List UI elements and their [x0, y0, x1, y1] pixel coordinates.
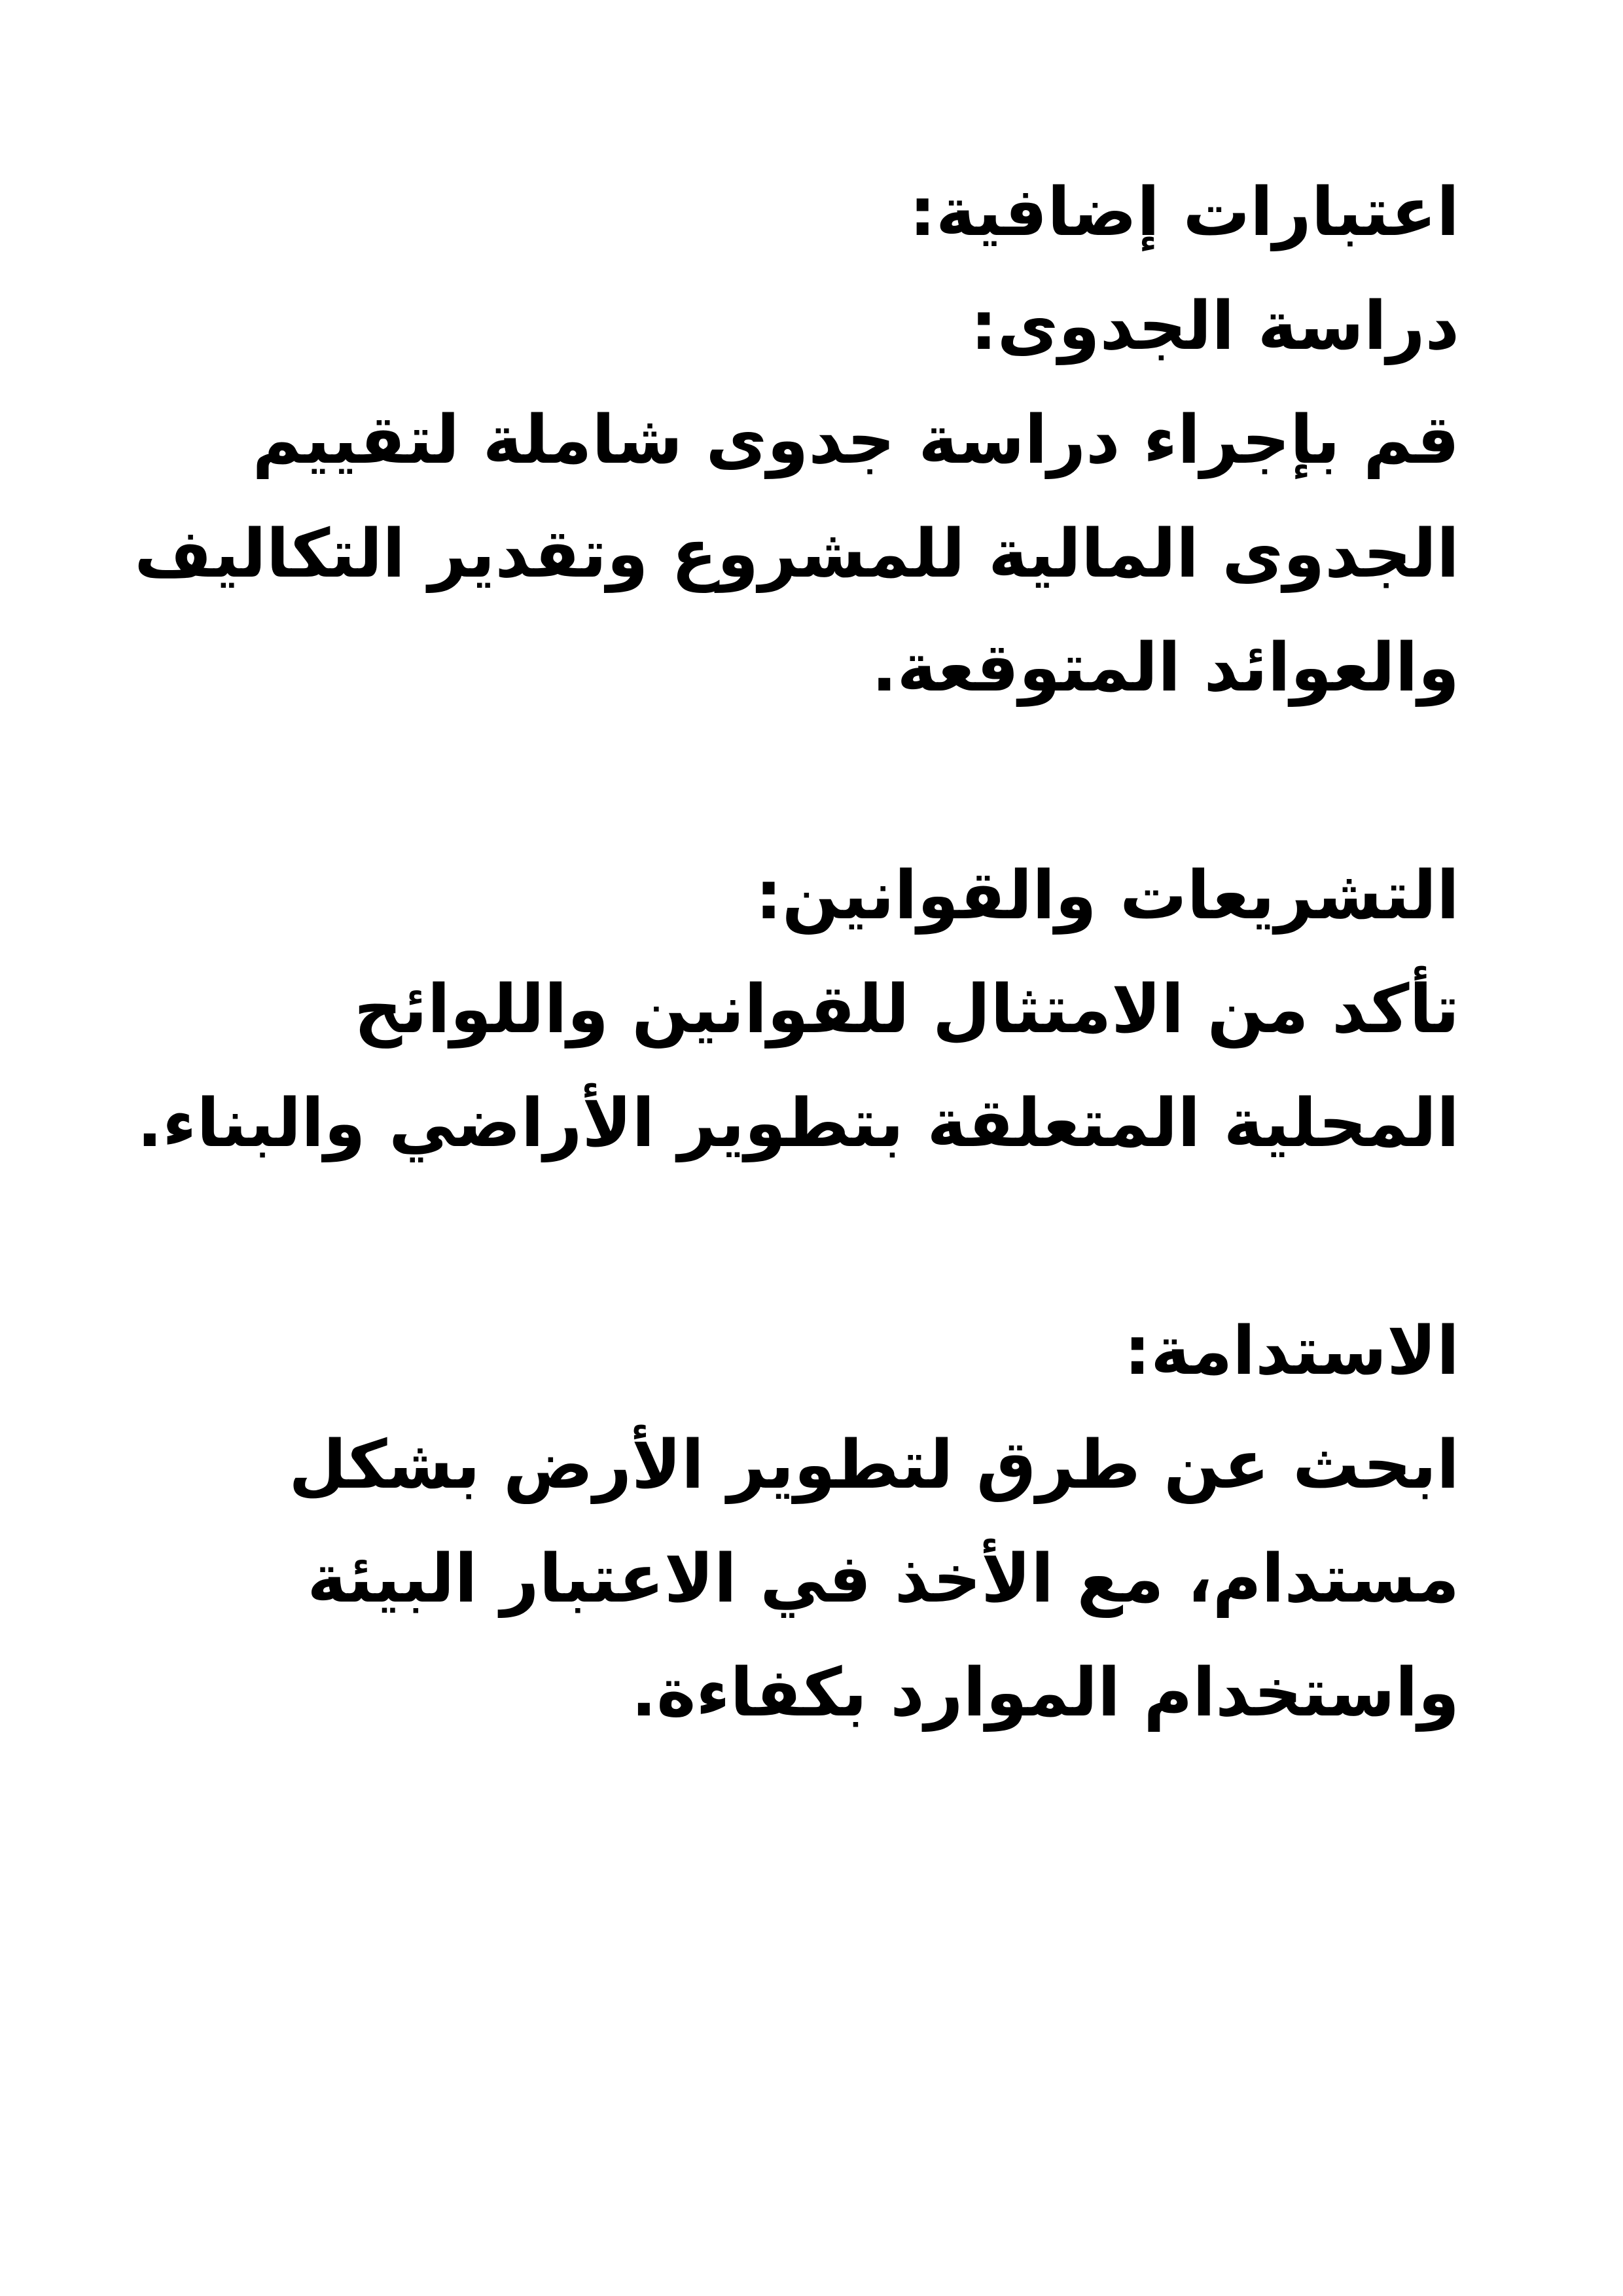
section-title-sustainability: الاستدامة: [1124, 1312, 1459, 1390]
section-line: والعوائد المتوقعة. [871, 629, 1459, 707]
section-line: ابحث عن طرق لتطوير الأرض بشكل [289, 1426, 1459, 1504]
section-line: الجدوى المالية للمشروع وتقدير التكاليف [134, 515, 1459, 593]
section-line: تأكد من الامتثال للقوانين واللوائح [354, 971, 1459, 1049]
section-title-regulations: التشريعات والقوانين: [755, 857, 1459, 935]
paragraph-gap [151, 1181, 1459, 1295]
section-title-feasibility: دراسة الجدوى: [970, 287, 1459, 365]
paragraph-gap [151, 725, 1459, 839]
section-line: المحلية المتعلقة بتطوير الأراضي والبناء. [137, 1085, 1459, 1162]
document-body [134, 156, 1459, 1750]
section-line: قم بإجراء دراسة جدوى شاملة لتقييم [252, 401, 1459, 479]
document-heading: اعتبارات إضافية: [909, 173, 1459, 251]
section-line: واستخدام الموارد بكفاءة. [631, 1654, 1459, 1732]
section-line: مستدام، مع الأخذ في الاعتبار البيئة [307, 1540, 1459, 1618]
